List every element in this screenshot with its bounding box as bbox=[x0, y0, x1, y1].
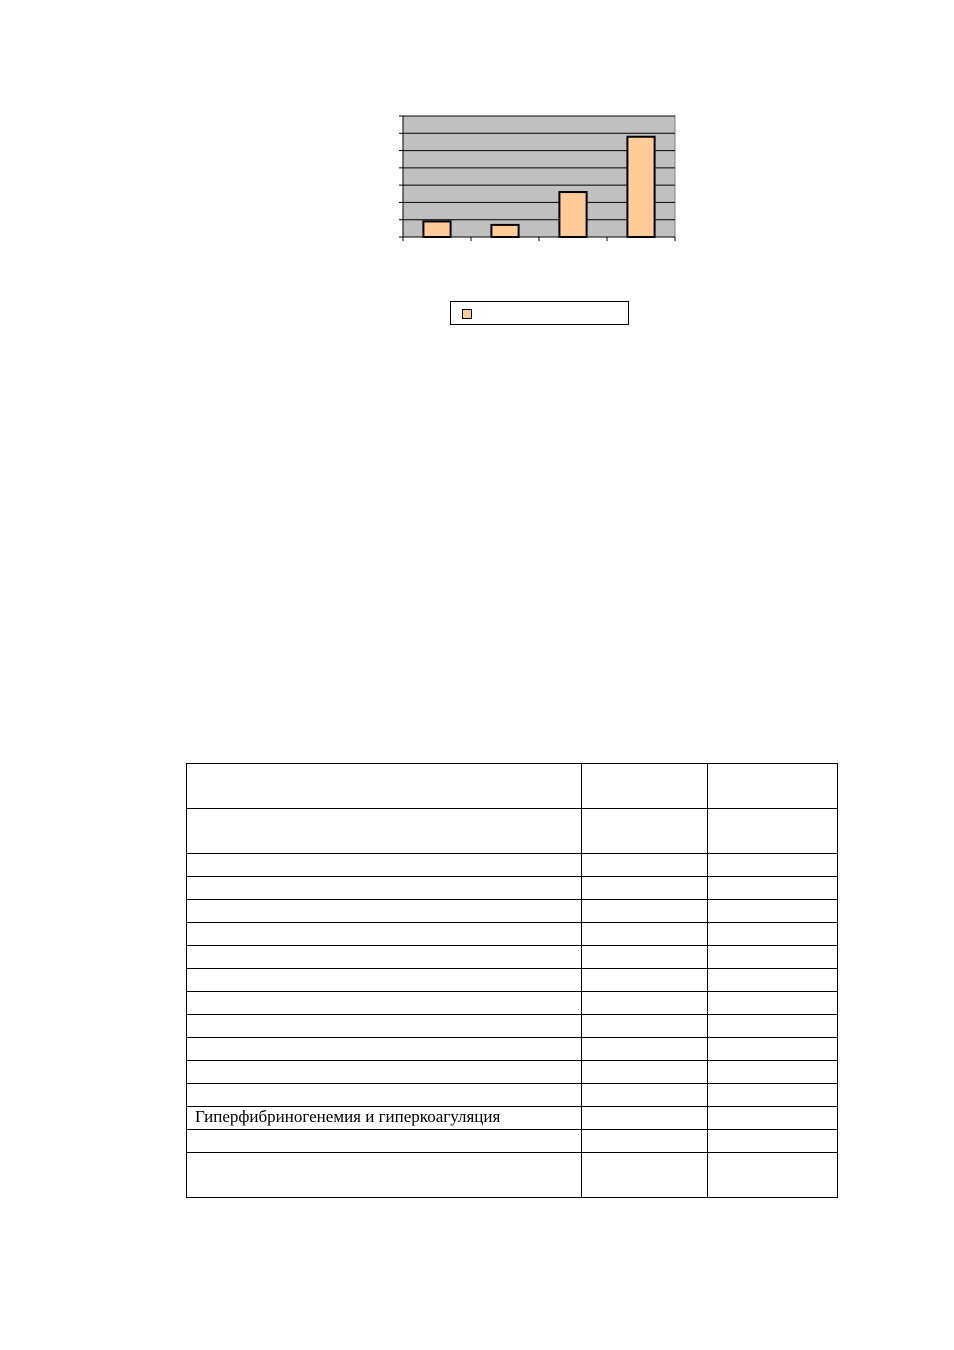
table-row bbox=[187, 992, 838, 1015]
data-table bbox=[186, 763, 838, 1198]
chart-bar bbox=[627, 137, 654, 237]
table-cell bbox=[708, 1130, 838, 1153]
table-cell bbox=[582, 900, 708, 923]
table-cell bbox=[187, 1084, 582, 1107]
table-cell bbox=[708, 923, 838, 946]
table-row bbox=[187, 1084, 838, 1107]
table-cell bbox=[582, 809, 708, 854]
table-cell bbox=[187, 1130, 582, 1153]
table-cell bbox=[582, 1130, 708, 1153]
chart-legend bbox=[450, 301, 629, 325]
table-cell bbox=[708, 1107, 838, 1130]
chart-bar bbox=[491, 225, 518, 237]
table-cell bbox=[582, 854, 708, 877]
table-row bbox=[187, 1153, 838, 1198]
table-cell bbox=[582, 992, 708, 1015]
table-row bbox=[187, 1107, 838, 1130]
table-cell bbox=[187, 1153, 582, 1198]
table-cell bbox=[708, 854, 838, 877]
table-cell bbox=[582, 877, 708, 900]
table-cell bbox=[708, 992, 838, 1015]
table-cell bbox=[708, 809, 838, 854]
table-cell bbox=[187, 1038, 582, 1061]
table-cell bbox=[582, 923, 708, 946]
table-cell bbox=[582, 1061, 708, 1084]
table-cell bbox=[708, 877, 838, 900]
table-cell bbox=[708, 900, 838, 923]
chart-bar bbox=[423, 221, 450, 237]
table-row bbox=[187, 1061, 838, 1084]
table-row bbox=[187, 1038, 838, 1061]
table-cell bbox=[582, 969, 708, 992]
table-cell bbox=[187, 946, 582, 969]
table-cell bbox=[708, 1061, 838, 1084]
table-cell bbox=[582, 1153, 708, 1198]
table-cell bbox=[708, 946, 838, 969]
table-cell bbox=[187, 923, 582, 946]
table-cell bbox=[187, 809, 582, 854]
table-cell bbox=[187, 969, 582, 992]
table-cell bbox=[708, 764, 838, 809]
table-cell bbox=[708, 1084, 838, 1107]
table-cell bbox=[582, 946, 708, 969]
table-row bbox=[187, 969, 838, 992]
table-cell bbox=[187, 764, 582, 809]
table-cell bbox=[582, 1038, 708, 1061]
table-cell bbox=[708, 1153, 838, 1198]
table-cell bbox=[708, 1038, 838, 1061]
table-cell bbox=[582, 764, 708, 809]
table-cell bbox=[708, 1015, 838, 1038]
table-row bbox=[187, 877, 838, 900]
table-cell bbox=[187, 992, 582, 1015]
table-row bbox=[187, 854, 838, 877]
table-cell bbox=[187, 900, 582, 923]
table-row bbox=[187, 809, 838, 854]
table-cell bbox=[582, 1015, 708, 1038]
table-cell bbox=[187, 1061, 582, 1084]
table-cell bbox=[187, 854, 582, 877]
table-header-row bbox=[187, 764, 838, 809]
legend-swatch bbox=[462, 309, 472, 319]
table-row bbox=[187, 946, 838, 969]
table-cell bbox=[187, 877, 582, 900]
table-row bbox=[187, 1015, 838, 1038]
table-cell bbox=[708, 969, 838, 992]
table-row bbox=[187, 1130, 838, 1153]
table-row bbox=[187, 923, 838, 946]
table-cell bbox=[187, 1015, 582, 1038]
table-cell bbox=[582, 1084, 708, 1107]
table-cell: Гиперфибриногенемия и гиперкоагуляция bbox=[187, 1107, 582, 1130]
table-cell bbox=[582, 1107, 708, 1130]
table-row bbox=[187, 900, 838, 923]
chart-bar bbox=[559, 192, 586, 237]
